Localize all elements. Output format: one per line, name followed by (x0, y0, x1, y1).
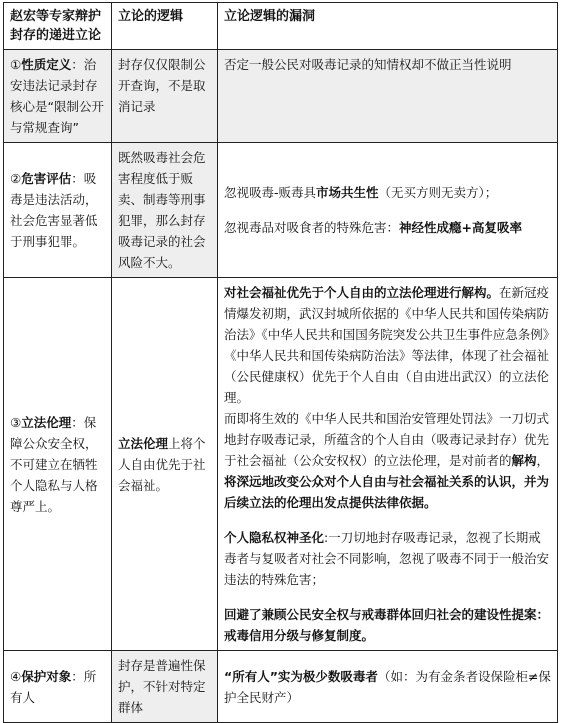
flaw-cell (218, 278, 558, 651)
argument-title: 危害评估 (21, 171, 72, 186)
flaw-cell (218, 50, 558, 143)
flaw-text: 在新冠疫情爆发初期，武汉封城所依据的《中华人民共和国传染病防治法》《中华人民共和国国务院突发公共卫生事件应急条例》《中华人民共和国传染病防治法》等法律，体现了社会福祉（公民健康权）优先于个人自由（自由进出武汉）的立法伦理。 (224, 285, 550, 405)
table-row (4, 50, 558, 143)
argument-claim: ：吸毒是违法活动，社会危害显著低于刑事犯罪。 (10, 171, 98, 249)
flaw-text: （如：为有金条者设保险柜≠保护全民财产） (224, 668, 551, 705)
logic-cell (112, 651, 218, 723)
table-row (4, 278, 558, 651)
header-arguments: 赵宏等专家辩护封存的递进立论 (4, 3, 112, 50)
table-header-row (4, 3, 558, 50)
logic-cell (112, 143, 218, 278)
flaw-paragraph (224, 527, 551, 590)
table-row (4, 651, 558, 723)
flaw-cell (218, 143, 558, 278)
argument-cell (4, 50, 112, 143)
flaw-text: 而即将生效的《中华人民共和国治安管理处罚法》一刀切式地封存吸毒记录，所蕴含的个人自由（吸毒记录封存）优先于社会福祉（公众安权权）的立法伦理，是对前者的 (224, 411, 550, 468)
logic-cell (112, 50, 218, 143)
argument-claim: ：保障公众安全权，不可建立在牺牲个人隐私与人格尊严上。 (10, 414, 98, 514)
header-logic: 立论的逻辑 (112, 3, 218, 50)
flaw-emphasis: 市场共生性 (316, 185, 379, 200)
flaw-emphasis: 将深远地改变公众对个人自由与社会福祉关系的认识，并为后续立法的伦理出发点提供法律依据。 (224, 474, 550, 510)
flaw-paragraph (224, 282, 551, 408)
argument-title: 保护对象 (21, 668, 72, 684)
flaw-paragraph (224, 182, 551, 203)
flaw-text: ， (536, 453, 550, 468)
flaw-cell (218, 651, 558, 723)
logic-text: 上将个人自由优先于社会福祉。 (118, 435, 206, 493)
flaw-text: （无买方则无卖方）； (378, 185, 498, 200)
logic-text: 既然吸毒社会危害程度低于贩卖、制毒等刑事犯罪，那么封存吸毒记录的社会风险不大。 (118, 150, 206, 270)
argument-cell (4, 143, 112, 278)
argument-number: ④ (10, 668, 22, 684)
flaw-text: 忽视毒品对吸食者的特殊危害： (224, 220, 400, 235)
argument-number: ③ (10, 414, 22, 430)
argument-number: ② (10, 171, 22, 186)
flaw-emphasis: 对社会福祉优先于个人自由的立法伦理进行解构。 (224, 285, 500, 300)
argument-number: ① (10, 57, 22, 72)
flaw-text: 否定一般公民对吸毒记录的知情权却不做正当性说明 (224, 57, 512, 72)
argument-cell (4, 278, 112, 651)
flaw-text: 忽视吸毒-贩毒具 (224, 185, 317, 200)
logic-cell (112, 278, 218, 651)
flaw-paragraph (224, 408, 551, 513)
logic-emphasis: 立法伦理 (118, 435, 169, 451)
argument-title: 性质定义 (21, 57, 72, 72)
flaw-emphasis: “所有人”实为极少数吸毒者 (224, 668, 378, 684)
flaw-emphasis: 神经性成瘾+高复吸率 (399, 220, 522, 235)
flaw-emphasis: 个人隐私权神圣化 (224, 530, 325, 545)
argument-title: 立法伦理 (21, 414, 72, 430)
flaw-emphasis: 回避了兼顾公民安全权与戒毒群体回归社会的建设性提案：戒毒信用分级与修复制度。 (224, 607, 550, 643)
flaw-paragraph (224, 217, 551, 238)
argument-claim: ：治安违法记录封存核心是“限制公开与常规查询” (10, 57, 104, 135)
logic-text: 封存仅仅限制公开查询，不是取消记录 (118, 57, 206, 114)
table-row (4, 143, 558, 278)
header-flaws: 立论逻辑的漏洞 (218, 3, 558, 50)
flaw-emphasis: 解构 (511, 453, 537, 468)
flaw-paragraph (224, 604, 551, 646)
flaw-text: :一刀切地封存吸毒记录，忽视了长期戒毒者与复吸者对社会不同影响，忽视了吸毒不同于一般治安违法的特殊危害； (224, 530, 550, 587)
argument-cell (4, 651, 112, 723)
logic-text: 封存是普遍性保护，不针对特定群体 (118, 658, 206, 715)
argument-table (3, 2, 558, 723)
argument-claim: ：所有人 (10, 668, 97, 705)
